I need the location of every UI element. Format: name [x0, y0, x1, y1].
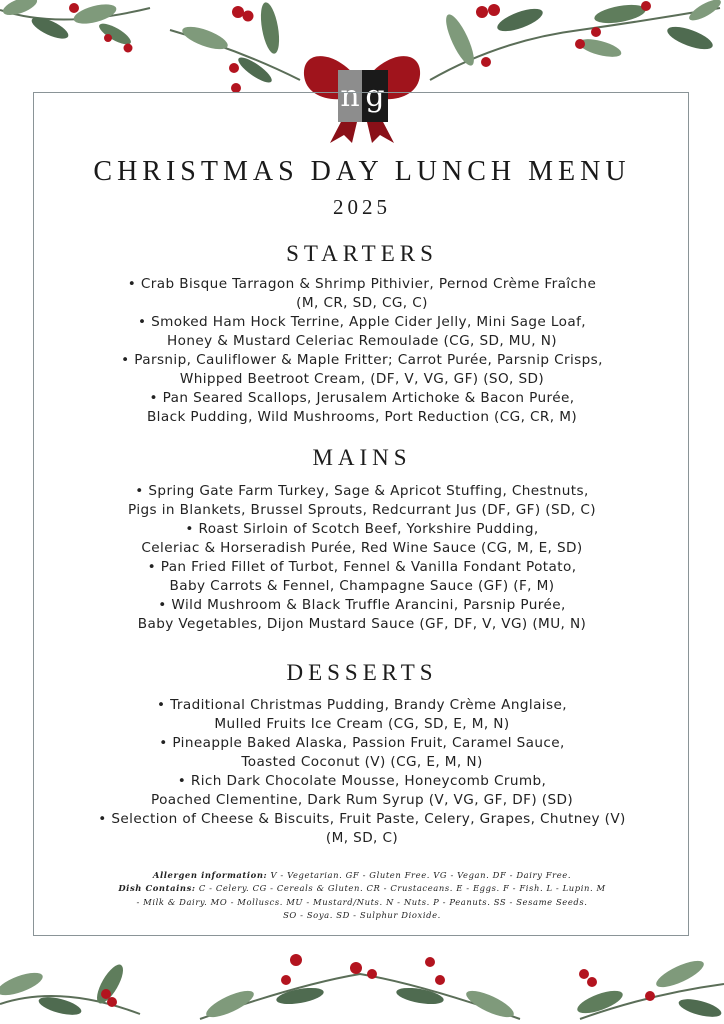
menu-line: Celeriac & Horseradish Purée, Red Wine Sauce (CG, M, E, SD): [141, 540, 583, 556]
menu-line: • Pan Seared Scallops, Jerusalem Artichoke & Bacon Purée,: [149, 390, 575, 406]
menu-line: Mulled Fruits Ice Cream (CG, SD, E, M, N): [214, 716, 510, 732]
menu-line: Black Pudding, Wild Mushrooms, Port Reduction (CG, CR, M): [146, 409, 578, 425]
dish-contains-line: SO - Soya. SD - Sulphur Dioxide.: [283, 910, 441, 921]
dish-contains-line: - Milk & Dairy. MO - Molluscs. MU - Mustard/Nuts. N - Nuts. P - Peanuts. SS - Sesame Seeds.: [136, 896, 588, 907]
menu-line: • Crab Bisque Tarragon & Shrimp Pithivier, Pernod Crème Fraîche: [127, 276, 597, 292]
menu-title: CHRISTMAS DAY LUNCH MENU: [93, 156, 631, 187]
menu-line: • Wild Mushroom & Black Truffle Arancini, Parsnip Purée,: [158, 597, 566, 613]
allergen-info-line: [60, 869, 664, 882]
foliage-top-left: [0, 0, 160, 70]
menu-line: • Pan Fried Fillet of Turbot, Fennel & Vanilla Fondant Potato,: [147, 559, 577, 575]
menu-line: • Spring Gate Farm Turkey, Sage & Apricot Stuffing, Chestnuts,: [135, 483, 589, 499]
menu-line: Toasted Coconut (V) (CG, E, M, N): [241, 754, 483, 770]
menu-line: (M, CR, SD, CG, C): [296, 295, 428, 311]
allergen-info-label: Allergen information:: [152, 870, 268, 880]
logo-letter-g: g: [362, 70, 388, 122]
menu-line: Honey & Mustard Celeriac Remoulade (CG, SD, MU, N): [167, 333, 557, 349]
menu-line: • Selection of Cheese & Biscuits, Fruit Paste, Celery, Grapes, Chutney (V): [98, 811, 626, 827]
menu-line: • Pineapple Baked Alaska, Passion Fruit, Caramel Sauce,: [159, 735, 565, 751]
allergen-info: [60, 869, 664, 923]
dish-contains-line: [60, 882, 664, 895]
menu-line: Poached Clementine, Dark Rum Syrup (V, VG, GF, DF) (SD): [150, 792, 574, 808]
menu-line: • Rich Dark Chocolate Mousse, Honeycomb Crumb,: [177, 773, 547, 789]
menu-line: (M, SD, C): [325, 830, 399, 846]
menu-line: Baby Carrots & Fennel, Champagne Sauce (GF) (F, M): [169, 578, 555, 594]
menu-line: • Parsnip, Cauliflower & Maple Fritter; Carrot Purée, Parsnip Crisps,: [121, 352, 603, 368]
menu-line: • Traditional Christmas Pudding, Brandy Crème Anglaise,: [157, 697, 567, 713]
desserts-heading: DESSERTS: [286, 660, 438, 685]
dish-contains-label: Dish Contains:: [118, 883, 196, 894]
logo-letter-n: n: [338, 70, 362, 122]
mains-heading: MAINS: [312, 445, 412, 470]
dish-contains-text: C - Celery. CG - Cereals & Gluten. CR - Crustaceans. E - Eggs. F - Fish. L - Lupin. M: [198, 883, 606, 894]
foliage-top-right: [420, 0, 724, 90]
menu-line: • Smoked Ham Hock Terrine, Apple Cider Jelly, Mini Sage Loaf,: [137, 314, 587, 330]
starters-list: [40, 275, 684, 427]
foliage-top-center: [160, 0, 310, 95]
starters-heading: STARTERS: [286, 241, 438, 266]
menu-line: Pigs in Blankets, Brussel Sprouts, Redcurrant Jus (DF, GF) (SD, C): [128, 502, 596, 518]
desserts-list: [40, 696, 684, 848]
menu-line: Whipped Beetroot Cream, (DF, V, VG, GF) (SO, SD): [179, 371, 545, 387]
menu-line: • Roast Sirloin of Scotch Beef, Yorkshire Pudding,: [185, 521, 539, 537]
menu-line: Baby Vegetables, Dijon Mustard Sauce (GF, DF, V, VG) (MU, N): [137, 616, 587, 632]
mains-list: [40, 482, 684, 634]
allergen-info-text: V - Vegetarian. GF - Gluten Free. VG - Vegan. DF - Dairy Free.: [270, 870, 572, 880]
foliage-bottom: [0, 944, 724, 1024]
menu-year: 2025: [333, 195, 391, 219]
